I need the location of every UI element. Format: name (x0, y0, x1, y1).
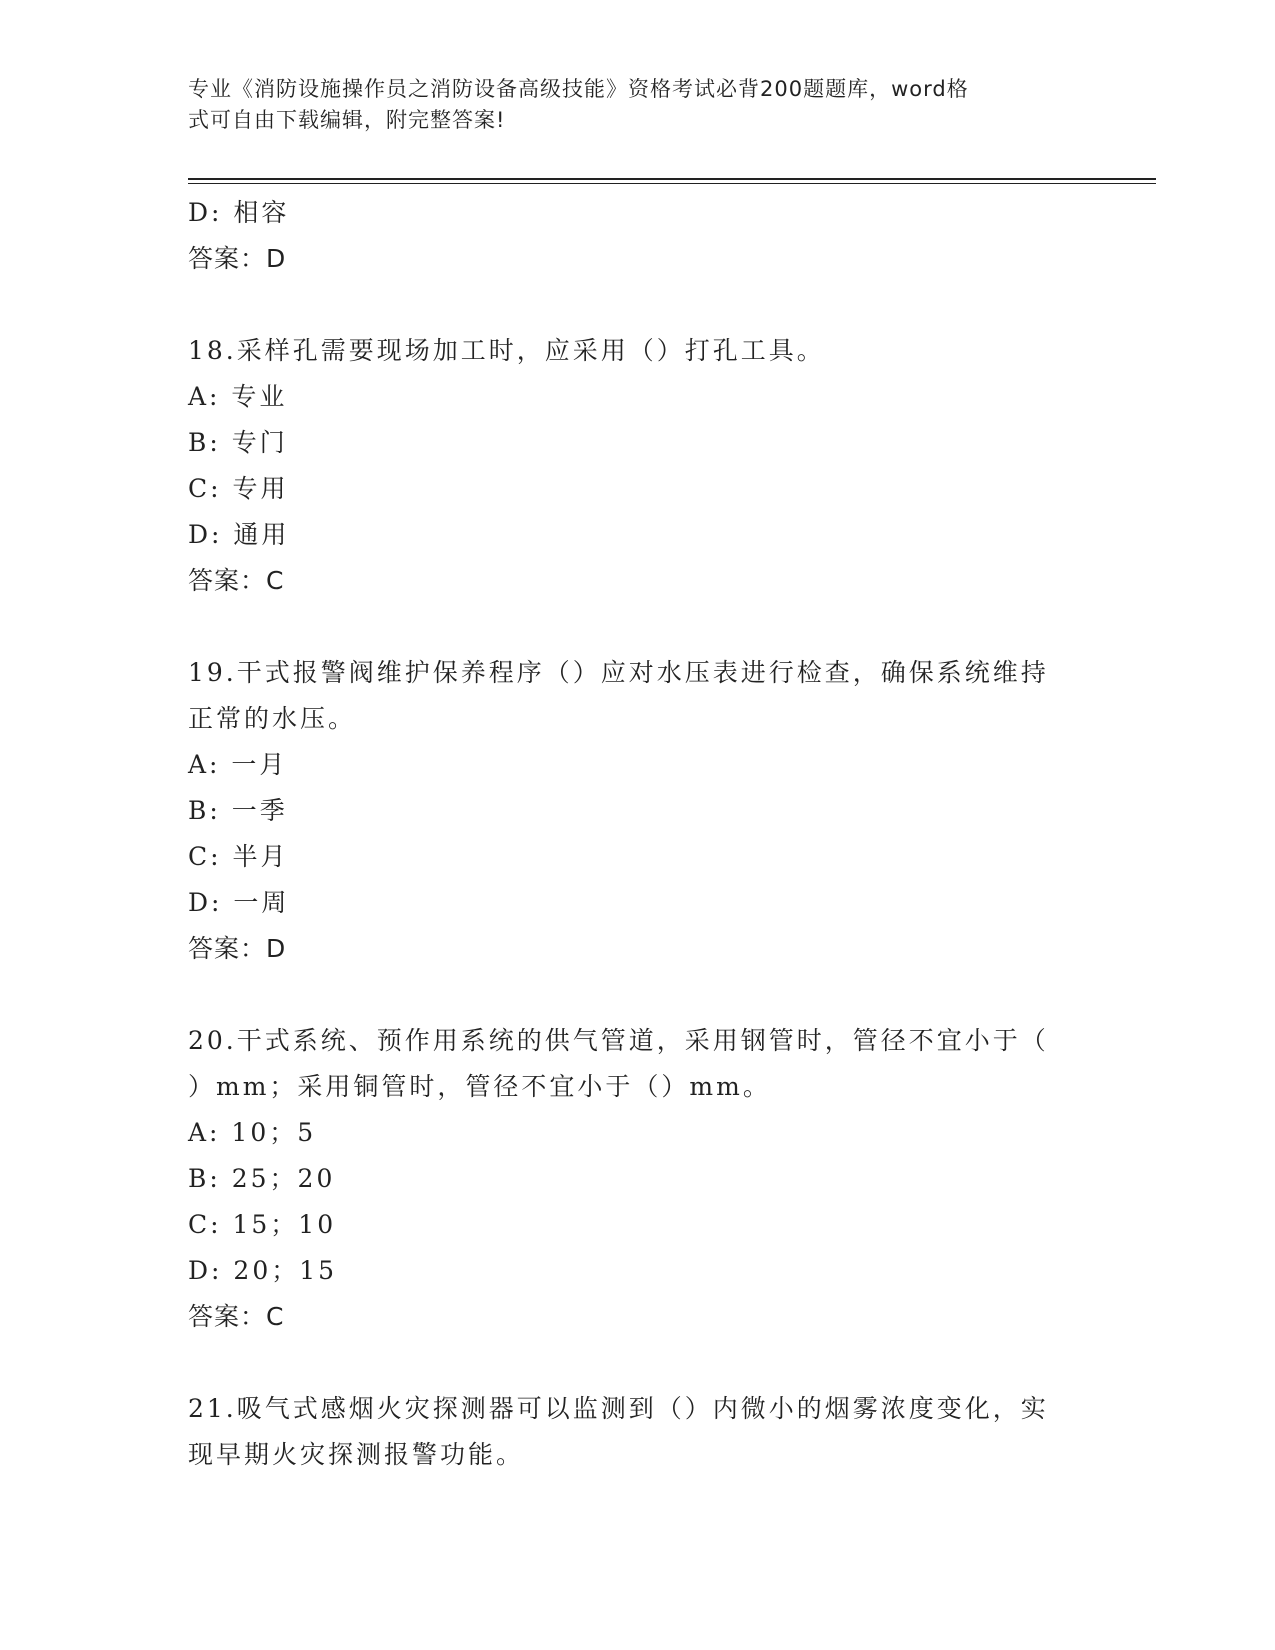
answer-label: 答案：C (188, 1302, 285, 1331)
answer-label: 答案：C (188, 566, 285, 595)
option-c: C: 专用 (188, 474, 289, 503)
option-d: D: 相容 (188, 198, 290, 227)
question-stem: 18.采样孔需要现场加工时，应采用（）打孔工具。 (188, 336, 825, 365)
option-c: C: 15；10 (188, 1210, 337, 1239)
question-19 (188, 650, 1088, 972)
header-rule-thick (188, 178, 1156, 180)
question-stem-line-2: ）mm；采用铜管时，管径不宜小于（）mm。 (188, 1072, 771, 1101)
option-a: A: 专业 (188, 382, 288, 411)
answer-label: 答案：D (188, 934, 287, 963)
question-stem-line-1: 20.干式系统、预作用系统的供气管道，采用钢管时，管径不宜小于（ (188, 1026, 1049, 1055)
option-b: B: 25；20 (188, 1164, 336, 1193)
question-stem-line-1: 19.干式报警阀维护保养程序（）应对水压表进行检查，确保系统维持 (188, 658, 1049, 687)
question-stem-line-2: 正常的水压。 (188, 704, 357, 733)
option-d: D: 20；15 (188, 1256, 338, 1285)
option-c: C: 半月 (188, 842, 289, 871)
option-d: D: 一周 (188, 888, 290, 917)
header-line-1: 专业《消防设施操作员之消防设备高级技能》资格考试必背200题题库，word格 (188, 77, 969, 101)
option-a: A: 一月 (188, 750, 288, 779)
header-rule-thin (188, 183, 1156, 184)
question-20 (188, 1018, 1088, 1340)
option-b: B: 专门 (188, 428, 288, 457)
option-a: A: 10；5 (188, 1118, 317, 1147)
option-d: D: 通用 (188, 520, 290, 549)
question-content (188, 190, 1088, 1478)
question-21 (188, 1386, 1088, 1478)
option-b: B: 一季 (188, 796, 288, 825)
question-stem-line-2: 现早期火灾探测报警功能。 (188, 1440, 525, 1469)
header-line-2: 式可自由下载编辑，附完整答案! (188, 108, 506, 132)
question-stem-line-1: 21.吸气式感烟火灾探测器可以监测到（）内微小的烟雾浓度变化，实 (188, 1394, 1049, 1423)
answer-label: 答案：D (188, 244, 287, 273)
question-18 (188, 328, 1088, 604)
document-header (188, 74, 1068, 136)
